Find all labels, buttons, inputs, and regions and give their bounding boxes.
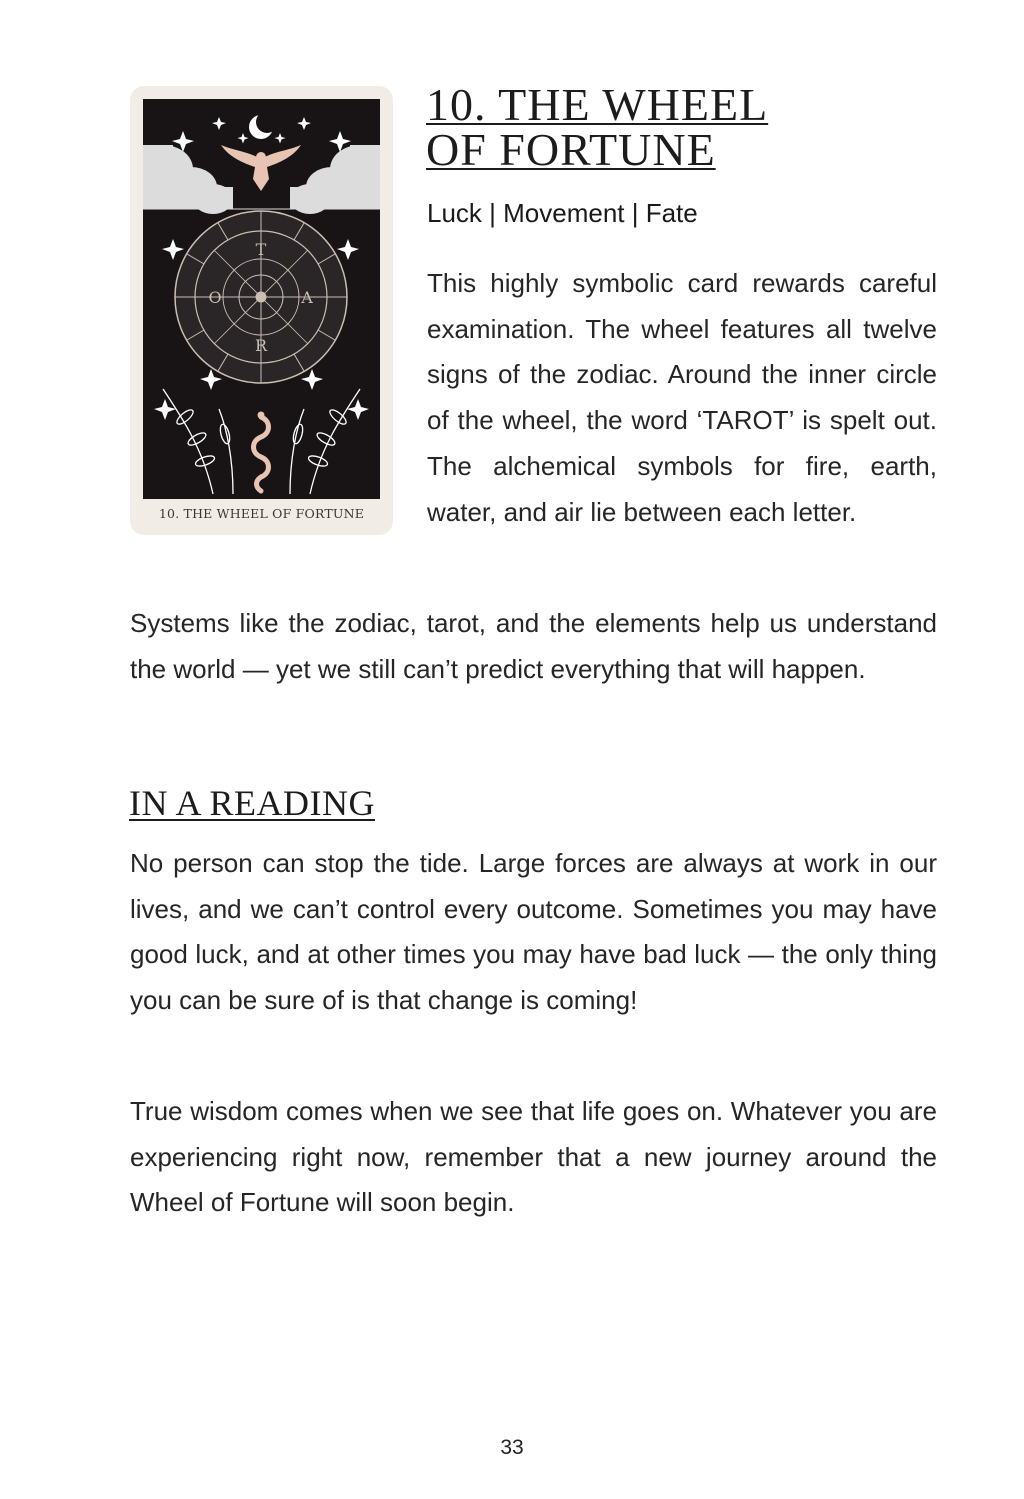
wheel-letter-a: A: [301, 288, 313, 307]
intro-paragraph: This highly symbolic card rewards careful examination. The wheel features all twelve signs of the zodiac. Around the inner circle of the wheel, the word ‘TAROT’ is spelt out. The alchemical symbols for fire, earth, water, and air lie between each letter.: [427, 268, 937, 527]
card-title: [426, 79, 786, 175]
card-caption: 10. THE WHEEL OF FORTUNE: [158, 506, 365, 521]
reading-heading: IN A READING: [129, 783, 375, 823]
wheel-letter-t: T: [255, 240, 267, 259]
wheel-letter-o: O: [208, 288, 222, 307]
card-keywords: Luck | Movement | Fate: [427, 198, 698, 228]
reading-paragraph-2: True wisdom comes when we see that life goes on. Whatever you are experiencing right now, remember that a new journey around the Wheel of Fortune will soon begin.: [130, 1096, 937, 1218]
wheel-letter-r: R: [254, 336, 268, 355]
zodiac-wheel-icon: [175, 211, 347, 383]
systems-paragraph: Systems like the zodiac, tarot, and the elements help us understand the world — yet we still can’t predict everything that will happen.: [130, 608, 937, 684]
tarot-card: [130, 86, 393, 535]
page-number: 33: [500, 1436, 524, 1459]
card-title-line-1: 10. THE WHEEL: [426, 79, 769, 130]
reading-paragraph-1: No person can stop the tide. Large forces are always at work in our lives, and we can’t control every outcome. Sometimes you may have good luck, and at other times you may have bad luck — the only thing you can be sure of is that change is coming!: [130, 848, 937, 1016]
card-title-line-2: OF FORTUNE: [426, 124, 716, 175]
card-illustration: [143, 99, 380, 499]
